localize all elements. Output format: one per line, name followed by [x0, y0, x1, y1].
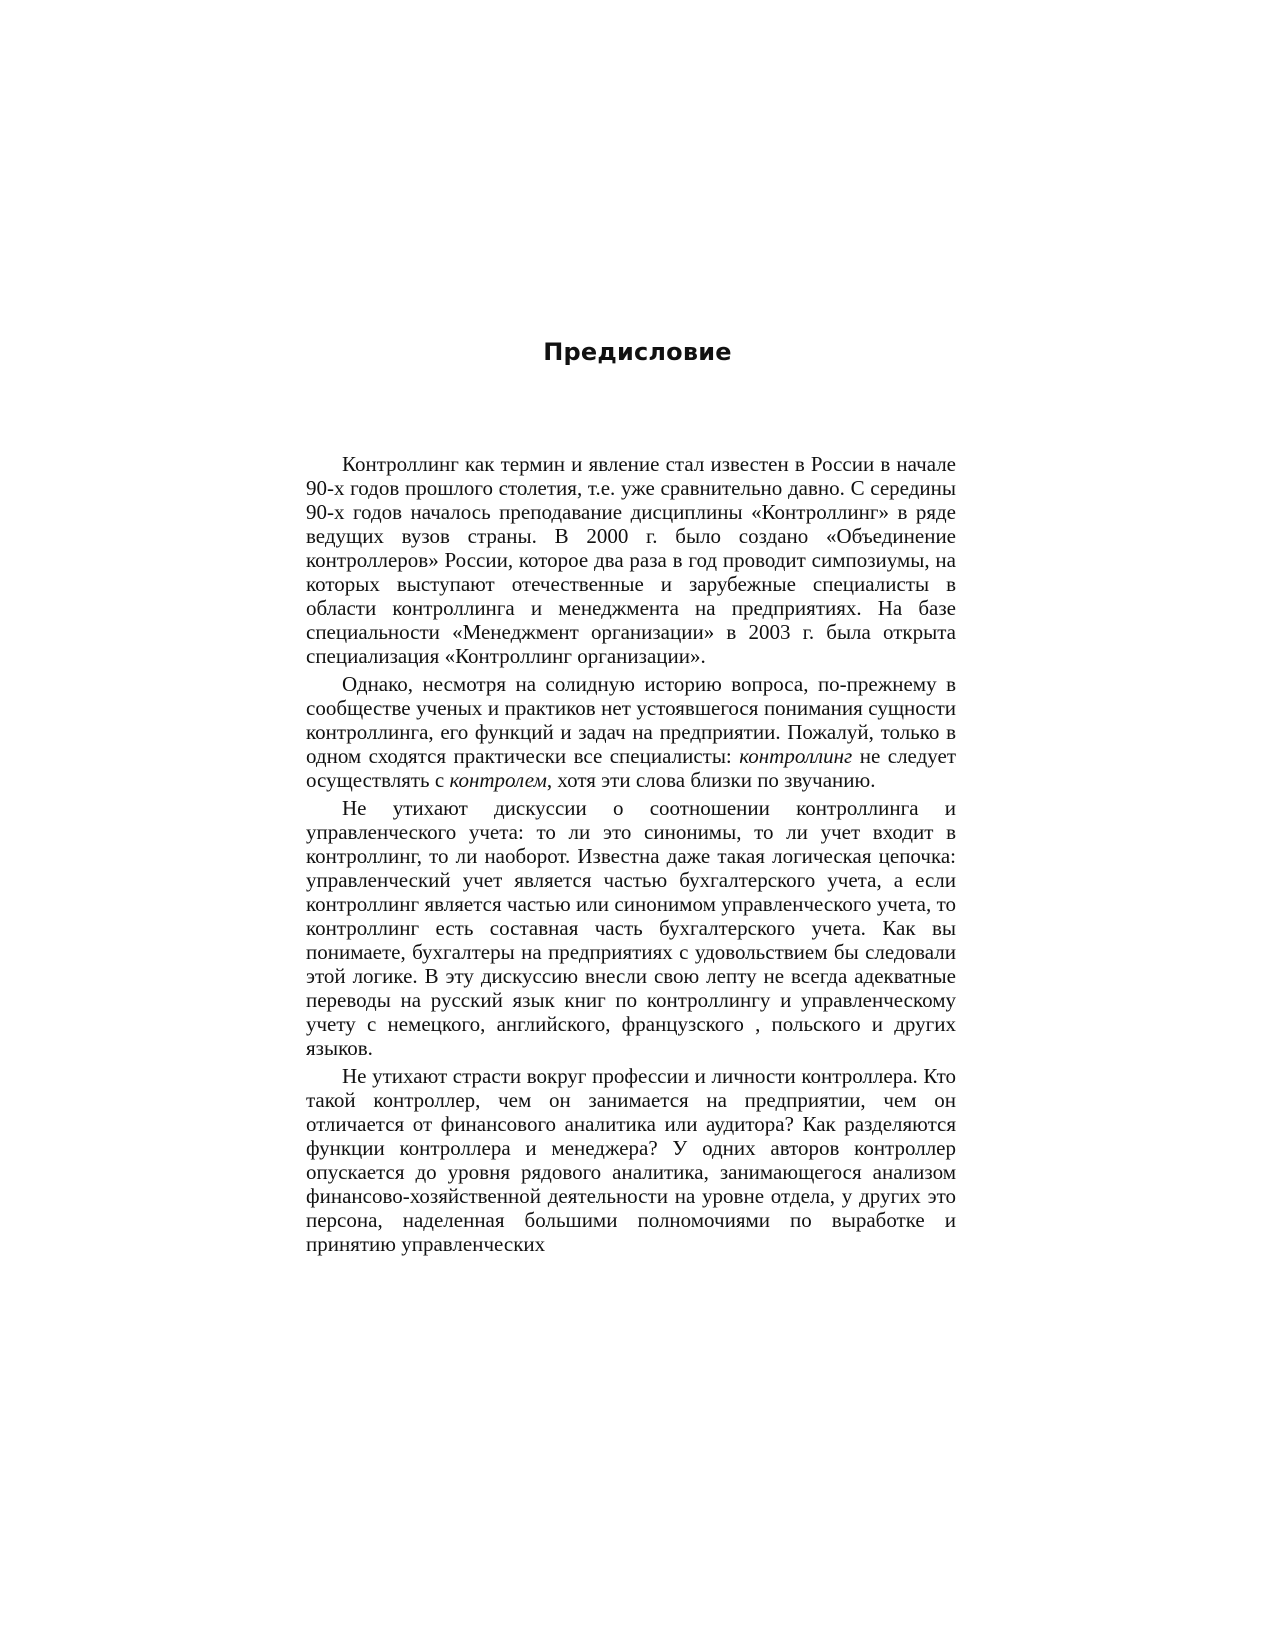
paragraph-text: не следует осуществлять с: [306, 744, 956, 792]
paragraph-4: [306, 1064, 956, 1256]
paragraph-text: Однако, несмотря на солидную историю вопроса, по-прежнему в сообществе ученых и практиков нет устоявшегося понимания сущности контроллинга, его функций и задач на предприятии. Пожалуй, только в одном сходятся практически все специалисты:: [306, 672, 956, 768]
paragraph-text: Не утихают дискуссии о соотношении контроллинга и управленческого учета: то ли это синонимы, то ли учет входит в контроллинг, то ли наоборот. Известна даже такая логическая цепочка: управленческий учет является частью бухгалтерского учета, а если контроллинг является частью или синонимом управленческого учета, то контроллинг есть составная часть бухгалтерского учета. Как вы понимаете, бухгалтеры на предприятиях с удовольствием бы следовали этой логике. В эту дискуссию внесли свою лепту не всегда адекватные переводы на русский язык книг по контроллингу и управленческому учету с немецкого, английского, французского , польского и других языков.: [306, 796, 956, 1060]
paragraph-text: Контроллинг как термин и явление стал известен в России в начале 90-х годов прошлого столетия, т.е. уже сравнительно давно. С середины 90-х годов началось преподавание дисциплины «Контроллинг» в ряде ведущих вузов страны. В 2000 г. было создано «Объединение контроллеров» России, которое два раза в год проводит симпозиумы, на которых выступают отечественные и зарубежные специалисты в области контроллинга и менеджмента на предприятиях. На базе специальности «Менеджмент организации» в 2003 г. была открыта специализация «Контроллинг организации».: [306, 452, 956, 668]
paragraph-3: [306, 796, 956, 1060]
paragraph-text: , хотя эти слова близки по звучанию.: [546, 768, 876, 792]
paragraph-1: [306, 452, 956, 668]
paragraph-text: Не утихают страсти вокруг профессии и личности контроллера. Кто такой контроллер, чем он занимается на предприятии, чем он отличается от финансового аналитика или аудитора? Как разделяются функции контроллера и менеджера? У одних авторов контроллер опускается до уровня рядового аналитика, занимающегося анализом финансово-хозяйственной деятельности на уровне отдела, у других это персона, наделенная большими полномочиями по выработке и принятию управленческих: [306, 1064, 956, 1256]
italic-term-control: контролем: [449, 768, 547, 792]
italic-term-controlling: контроллинг: [739, 744, 853, 768]
page-title: Предисловие: [543, 338, 732, 366]
body-text: [306, 452, 956, 1260]
paragraph-2: [306, 672, 956, 792]
